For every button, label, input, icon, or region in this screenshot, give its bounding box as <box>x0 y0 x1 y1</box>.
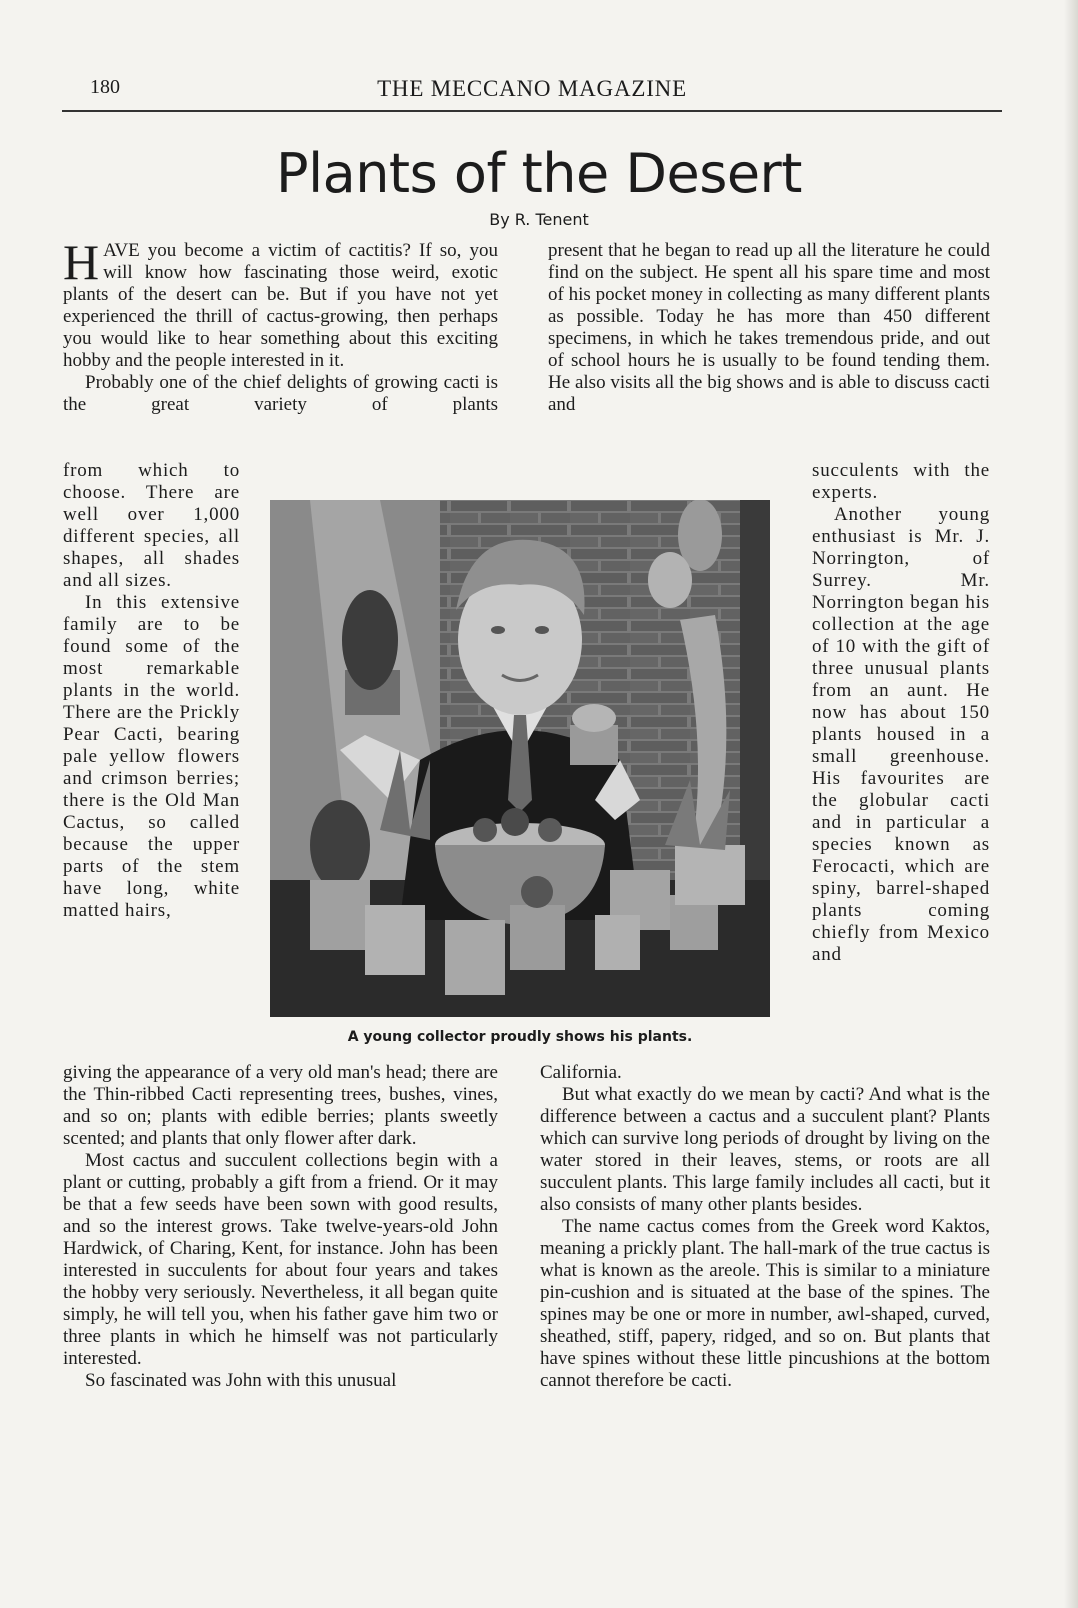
paragraph: But what exactly do we mean by cacti? And what is the difference between a cactus and a succulent plant? Plants which can survive long periods of drought by living on the water stored in their leaves, stems, or roots are all succulent plants. This large family includes all cacti, but it also consists of many other plants besides. <box>540 1084 990 1215</box>
paragraph: giving the appearance of a very old man's head; there are the Thin-ribbed Cacti representing trees, bushes, vines, and so on; plants with edible berries; plants sweetly scented; and plants that only flower after dark. <box>63 1062 498 1149</box>
page-header <box>62 76 1002 112</box>
drop-cap: H <box>63 234 100 290</box>
article-title: Plants of the Desert <box>276 142 802 205</box>
right-column-narrow <box>812 460 990 966</box>
left-column-bottom <box>63 1062 498 1392</box>
magazine-title: THE MECCANO MAGAZINE <box>377 76 687 101</box>
page-edge <box>1064 0 1078 1608</box>
paragraph: The name cactus comes from the Greek word Kaktos, meaning a prickly plant. The hall-mark of the true cactus is what is known as the areole. This is similar to a miniature pin-cushion and is situated at the base of the spines. The spines may be one or more in number, awl-shaped, curved, sheathed, stiff, papery, ridged, and so on. But plants that have spines without these little pincushions at the bottom cannot therefore be cacti. <box>540 1216 990 1391</box>
page-number: 180 <box>90 76 120 98</box>
right-column-bottom <box>540 1062 990 1392</box>
intro-paragraph: HAVE you become a victim of cactitis? If so, you will know how fascinating those weird, exotic plants of the desert can be. But if you have not yet experienced the thrill of cactus-growing, then perhaps you would like to hear something about this exciting hobby and the people interested in it. <box>63 234 498 371</box>
paragraph: Most cactus and succulent collections begin with a plant or cutting, probably a gift from a friend. Or it may be that a few seeds have been sown with good results, and so the interest grows. Take twelve-years-old John Hardwick, of Charing, Kent, for instance. John has been interested in succulents for about four years and takes the hobby very seriously. Nevertheless, it all began quite simply, he will tell you, when his father gave him two or three plants in which he himself was not particularly interested. <box>63 1150 498 1369</box>
paragraph: from which to choose. There are well over 1,000 different species, all shapes, all shades and all sizes. <box>63 460 240 591</box>
article-photo <box>270 500 770 1017</box>
paragraph: Another young enthusiast is Mr. J. Norrington, of Surrey. Mr. Norrington began his collection at the age of 10 with the gift of three unusual plants from an aunt. He now has about 150 plants housed in a small greenhouse. His favourites are the globular cacti and in particular a species known as Ferocacti, which are spiny, barrel-shaped plants coming chiefly from Mexico and <box>812 504 990 965</box>
paragraph: So fascinated was John with this unusual <box>85 1370 397 1391</box>
right-column-top <box>548 240 990 416</box>
photo-illustration <box>270 500 770 1017</box>
paragraph: present that he began to read up all the literature he could find on the subject. He spent all his spare time and most of his pocket money in collecting as many different plants as possible. Today he has more than 450 different specimens, in which he takes tremendous pride, and out of school hours he is usually to be found tending them. He also visits all the big shows and is able to discuss cacti and <box>548 240 990 415</box>
photo-caption: A young collector proudly shows his plants. <box>347 1029 693 1045</box>
paragraph: Probably one of the chief delights of growing cacti is the great variety of plants <box>63 372 498 415</box>
paragraph: California. <box>540 1062 622 1083</box>
paragraph: succulents with the experts. <box>812 460 990 503</box>
left-column-narrow <box>63 460 240 922</box>
article-byline: By R. Tenent <box>489 210 589 229</box>
left-column-top <box>63 234 498 416</box>
paragraph: In this extensive family are to be found some of the most remarkable plants in the world. There are the Prickly Pear Cacti, bearing pale yellow flowers and crimson berries; there is the Old Man Cactus, so called because the upper parts of the stem have long, white matted hairs, <box>63 592 240 921</box>
